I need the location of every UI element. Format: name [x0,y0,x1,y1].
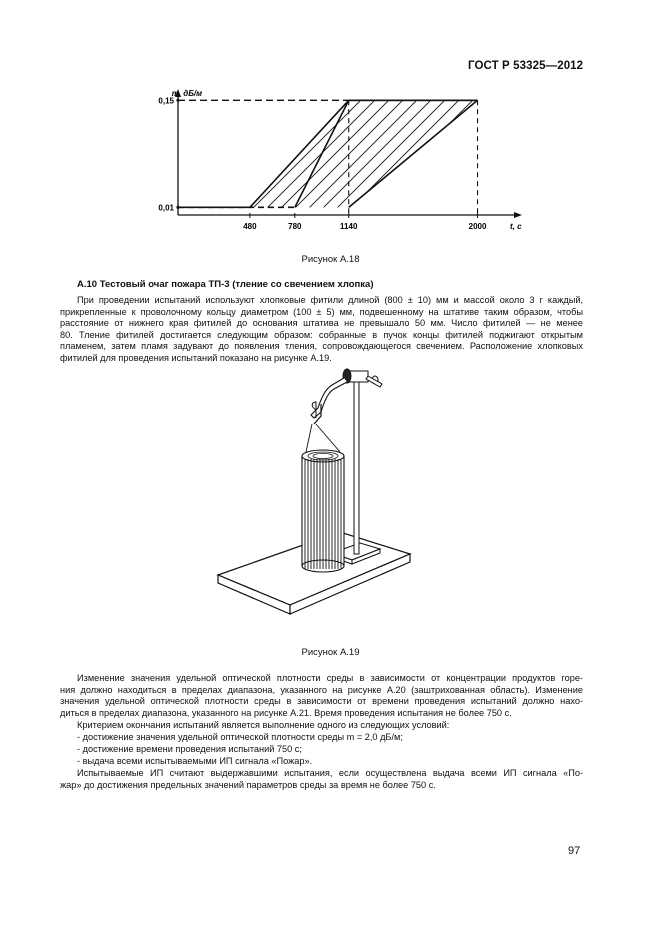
x-tick-label: 1140 [340,222,358,231]
criteria-item: - достижение времени проведения испытаний 750 с; [77,744,302,754]
criteria-intro: Критерием окончания испытаний является выполнение одного из следующих условий: [77,720,450,730]
stand-rod [354,378,359,554]
series-line-upper [250,100,349,207]
p3-line: жар» до достижения предельных значений параметров среды за время не более 750 с. [60,779,436,790]
x-tick-label: 780 [288,222,302,231]
standard-number: ГОСТ Р 53325—2012 [468,60,584,72]
p2-line: ния должно находиться в пределах диапазона, указанного на рисунке А.20 (заштрихованная область). Изменение [60,684,583,695]
figure-a18-caption: Рисунок А.18 [301,254,360,265]
x-tick-label: 480 [243,222,257,231]
series-line-right [349,100,478,207]
cotton-wicks-bundle [302,424,344,572]
page-number: 97 [568,845,581,857]
figure-a19-apparatus [210,362,420,634]
p1-line: расстояние от нижнего края фитилей до основания штатива не превышало 50 мм. Число фитилей — не менее [60,318,583,329]
paragraph-2 [60,673,583,719]
axis-point [176,99,179,102]
paragraph-3 [60,768,583,791]
p1-line: При проведении испытаний используют хлопковые фитили длиной (800 ± 10) мм и массой около 3 г каждый, [77,295,583,305]
paragraph-1 [60,295,583,365]
p2-line: значения удельной оптической плотности среды в зависимости от времени проведения испытаний должно нахо- [60,696,583,707]
y-axis-label: m, дБ/м [171,89,202,98]
p2-line: Изменение значения удельной оптической плотности среды в зависимости от концентрации продуктов горе- [77,673,583,683]
series-line-lower [295,100,349,207]
p1-line: фитилей для проведения испытаний показано на рисунке А.19. [60,352,332,363]
axis-point [176,206,179,209]
p1-line: пламенем, затем пламя задувают до появления тления, сопровождающегося свечением. Расположение хлопковых [60,341,583,352]
clamp [343,369,382,387]
figure-a18-chart [140,85,520,245]
x-axis-label: t, с [510,222,522,231]
x-axis-arrow [514,212,522,218]
x-tick-label: 2000 [468,222,487,231]
hatched-region [0,85,661,255]
section-heading: А.10 Тестовый очаг пожара ТП-3 (тление со свечением хлопка) [77,279,374,290]
p3-line: Испытываемые ИП считают выдержавшими испытания, если осуществлена выдача всеми ИП сигнала «По- [77,768,583,778]
y-tick-label: 0,15 [158,96,174,106]
criteria-item: - выдача всеми испытываемыми ИП сигнала «Пожар». [77,756,313,766]
p1-line: прикрепленные к проволочному кольцу диаметром (100 ± 5) мм, подвешенному на штативе таким образом, чтобы [60,306,583,317]
criteria-item: - достижение значения удельной оптической плотности среды m = 2,0 дБ/м; [77,732,403,742]
y-tick-label: 0,01 [158,203,174,213]
p2-line: диться в пределах диапазона, указанного на рисунке А.21. Время проведения испытания не более 750 с. [60,707,512,718]
figure-a19-caption: Рисунок А.19 [301,647,360,658]
p1-line: 80. Тление фитилей достигается следующим образом: собранные в пучок концы фитилей поджигают открытым [60,329,583,340]
